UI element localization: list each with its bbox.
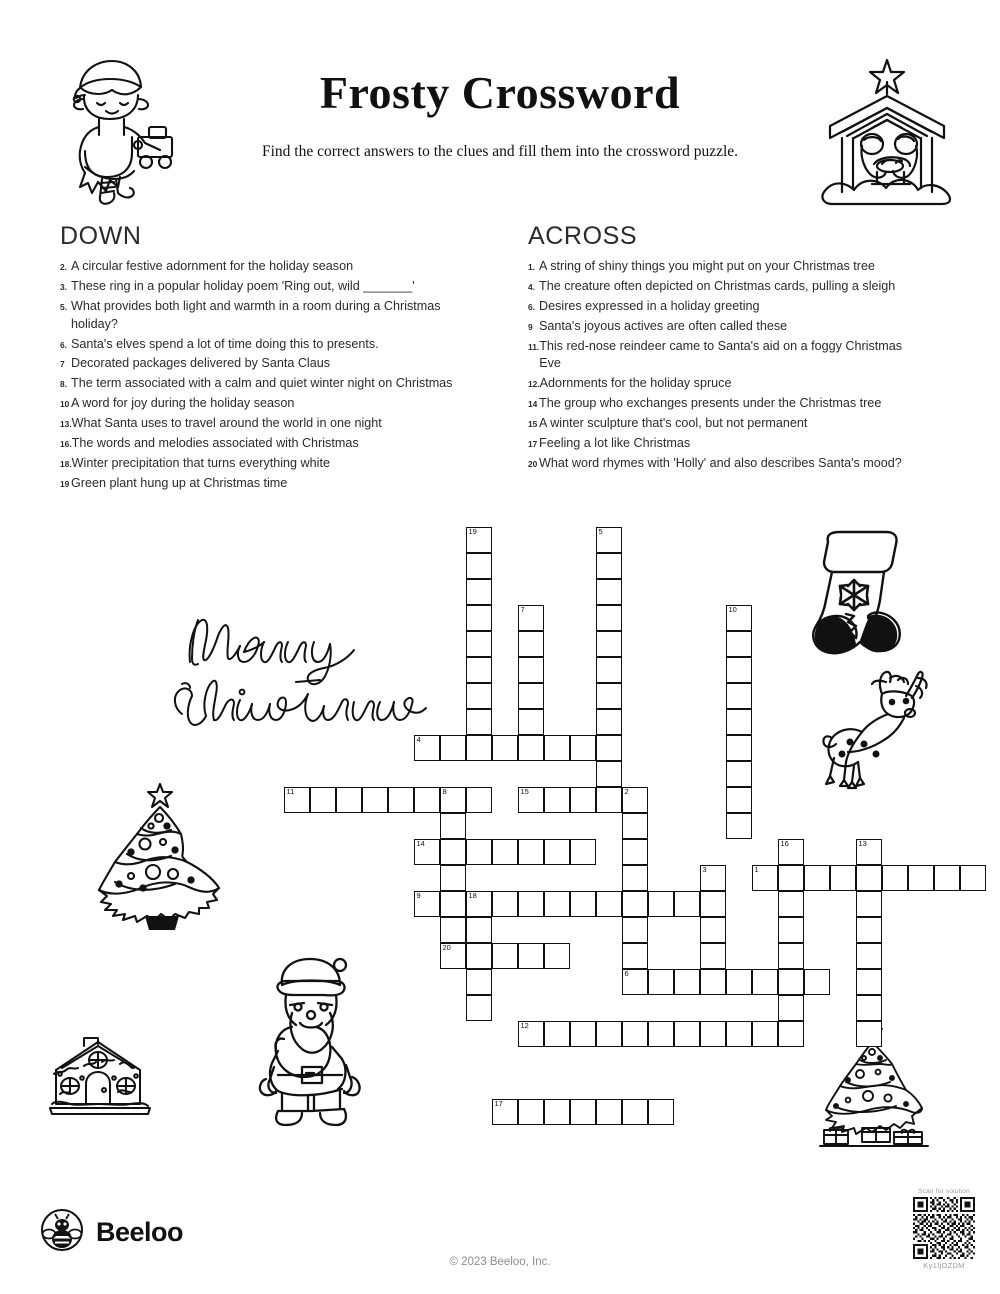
crossword-cell[interactable] xyxy=(622,943,648,969)
crossword-cell[interactable] xyxy=(518,891,544,917)
crossword-cell[interactable] xyxy=(570,787,596,813)
crossword-cell[interactable] xyxy=(466,995,492,1021)
crossword-cell-number: 1 xyxy=(754,865,759,874)
clue-text: Feeling a lot like Christmas xyxy=(539,435,691,450)
crossword-cell[interactable] xyxy=(466,969,492,995)
crossword-cell[interactable] xyxy=(856,1021,882,1047)
page-subtitle: Find the correct answers to the clues and fill them into the crossword puzzle. xyxy=(261,143,739,160)
crossword-cell[interactable] xyxy=(648,1021,674,1047)
crossword-cell[interactable] xyxy=(440,917,466,943)
clue-number: 1. xyxy=(528,262,535,272)
crossword-cell[interactable] xyxy=(492,943,518,969)
crossword-cell[interactable] xyxy=(362,787,388,813)
crossword-cell[interactable] xyxy=(726,735,752,761)
crossword-cell[interactable] xyxy=(700,1021,726,1047)
beeloo-logo xyxy=(40,1208,183,1257)
clue-number: 14 xyxy=(528,399,538,410)
crossword-cell-number: 13 xyxy=(858,839,867,848)
crossword-cell[interactable] xyxy=(466,605,492,631)
crossword-cell[interactable] xyxy=(622,1099,648,1125)
crossword-cell[interactable] xyxy=(726,605,752,631)
crossword-cell[interactable] xyxy=(622,891,648,917)
crossword-cell[interactable] xyxy=(544,839,570,865)
crossword-cell[interactable] xyxy=(726,787,752,813)
crossword-cell[interactable] xyxy=(700,943,726,969)
clue-number: 2. xyxy=(60,262,67,272)
crossword-cell-number: 17 xyxy=(494,1099,503,1108)
clue-text: Green plant hung up at Christmas time xyxy=(71,475,288,490)
crossword-cell[interactable] xyxy=(518,787,544,813)
crossword-cell[interactable] xyxy=(726,657,752,683)
crossword-cell[interactable] xyxy=(622,787,648,813)
clue-number: 7 xyxy=(60,359,65,370)
crossword-cell[interactable] xyxy=(596,683,622,709)
crossword-cell[interactable] xyxy=(440,813,466,839)
crossword-cell[interactable] xyxy=(544,735,570,761)
crossword-cell-number: 12 xyxy=(520,1021,529,1030)
crossword-cell[interactable] xyxy=(856,995,882,1021)
clue-text: Adornments for the holiday spruce xyxy=(539,376,732,391)
crossword-cell[interactable] xyxy=(466,579,492,605)
clue-number: 11. xyxy=(528,341,540,352)
crossword-cell[interactable] xyxy=(518,657,544,683)
crossword-cell[interactable] xyxy=(466,943,492,969)
crossword-cell[interactable] xyxy=(830,865,856,891)
crossword-cell[interactable] xyxy=(674,1021,700,1047)
crossword-cell[interactable] xyxy=(596,891,622,917)
crossword-cell[interactable] xyxy=(466,527,492,553)
clue-text: The words and melodies associated with Christmas xyxy=(71,435,359,450)
clue-text: Santa's joyous actives are often called these xyxy=(539,318,788,333)
crossword-cell[interactable] xyxy=(622,865,648,891)
clue-number: 8. xyxy=(60,379,67,390)
crossword-cell-number: 5 xyxy=(598,527,603,536)
crossword-cell-number: 16 xyxy=(780,839,789,848)
crossword-cell-number: 14 xyxy=(416,839,425,848)
crossword-cell[interactable] xyxy=(726,1021,752,1047)
crossword-cell[interactable] xyxy=(778,995,804,1021)
crossword-cell[interactable] xyxy=(648,969,674,995)
crossword-cell[interactable] xyxy=(596,579,622,605)
crossword-cell[interactable] xyxy=(414,735,440,761)
crossword-cell[interactable] xyxy=(544,1021,570,1047)
copyright-text: © 2023 Beeloo, Inc. xyxy=(449,1256,551,1268)
crossword-cell[interactable] xyxy=(622,813,648,839)
crossword-cell[interactable] xyxy=(752,1021,778,1047)
crossword-cell[interactable] xyxy=(466,683,492,709)
clue-number: 18. xyxy=(60,458,72,469)
crossword-cell-number: 4 xyxy=(416,735,421,744)
crossword-cell[interactable] xyxy=(466,657,492,683)
crossword-cell[interactable] xyxy=(648,1099,674,1125)
crossword-cell[interactable] xyxy=(726,969,752,995)
crossword-cell[interactable] xyxy=(492,891,518,917)
clue-number: 20 xyxy=(528,458,538,469)
clue-text: A string of shiny things you might put on your Christmas tree xyxy=(539,259,875,273)
clue-number: 6. xyxy=(528,301,535,312)
clue-text: Winter precipitation that turns everything white xyxy=(71,455,330,470)
crossword-cell[interactable] xyxy=(648,891,674,917)
crossword-cell[interactable] xyxy=(908,865,934,891)
clue-text: The creature often depicted on Christmas cards, pulling a sleigh xyxy=(539,278,896,293)
crossword-cell-number: 18 xyxy=(468,891,477,900)
clue-number: 13. xyxy=(60,419,72,429)
crossword-cell[interactable] xyxy=(778,917,804,943)
crossword-cell[interactable] xyxy=(622,969,648,995)
crossword-cell[interactable] xyxy=(856,917,882,943)
clue-number: 15 xyxy=(528,419,538,429)
crossword-cell[interactable] xyxy=(726,631,752,657)
qr-caption: Scan for solution xyxy=(918,1188,970,1195)
crossword-cell[interactable] xyxy=(726,709,752,735)
crossword-cell[interactable] xyxy=(466,735,492,761)
crossword-cell[interactable] xyxy=(466,553,492,579)
crossword-cell-number: 20 xyxy=(442,943,451,952)
clue-text: This red-nose reindeer came to Santa's aid on a foggy Christmas Eve xyxy=(539,338,903,371)
clue-text: The group who exchanges presents under the Christmas tree xyxy=(539,396,882,411)
crossword-cell[interactable] xyxy=(518,605,544,631)
crossword-cell[interactable] xyxy=(492,1099,518,1125)
clue-text: These ring in a popular holiday poem 'Ring out, wild _______' xyxy=(71,278,415,293)
crossword-cell[interactable] xyxy=(466,891,492,917)
crossword-cell[interactable] xyxy=(570,1099,596,1125)
crossword-cell[interactable] xyxy=(388,787,414,813)
crossword-cell[interactable] xyxy=(570,735,596,761)
clue-text: A word for joy during the holiday season xyxy=(71,396,295,411)
crossword-cell[interactable] xyxy=(856,865,882,891)
crossword-cell-number: 9 xyxy=(416,891,421,900)
clue-number: 17 xyxy=(528,438,538,449)
crossword-cell[interactable] xyxy=(414,891,440,917)
crossword-cell[interactable] xyxy=(336,787,362,813)
crossword-cell[interactable] xyxy=(466,917,492,943)
crossword-cell[interactable] xyxy=(440,839,466,865)
crossword-cell[interactable] xyxy=(466,709,492,735)
bee-logo-icon xyxy=(40,1208,84,1257)
crossword-cell[interactable] xyxy=(674,969,700,995)
clue-number: 19 xyxy=(60,478,70,489)
crossword-cell[interactable] xyxy=(466,631,492,657)
clue-number: 16. xyxy=(60,438,72,449)
crossword-cell[interactable] xyxy=(544,1099,570,1125)
qr-code-image[interactable] xyxy=(913,1197,975,1259)
crossword-cell-number: 11 xyxy=(286,787,295,796)
crossword-cell[interactable] xyxy=(596,527,622,553)
crossword-cell[interactable] xyxy=(544,787,570,813)
crossword-cell[interactable] xyxy=(518,839,544,865)
crossword-cell[interactable] xyxy=(518,1021,544,1047)
crossword-cell[interactable] xyxy=(778,969,804,995)
crossword-cell[interactable] xyxy=(440,787,466,813)
crossword-cell[interactable] xyxy=(440,865,466,891)
crossword-cell[interactable] xyxy=(778,891,804,917)
crossword-cell[interactable] xyxy=(544,891,570,917)
crossword-cell[interactable] xyxy=(518,683,544,709)
crossword-cell[interactable] xyxy=(804,865,830,891)
crossword-cell-number: 6 xyxy=(624,969,629,978)
clue-text: A circular festive adornment for the holiday season xyxy=(71,259,354,273)
crossword-cell[interactable] xyxy=(960,865,986,891)
crossword-cell-number: 19 xyxy=(468,527,477,536)
crossword-cell-number: 7 xyxy=(520,605,525,614)
crossword-cell[interactable] xyxy=(466,839,492,865)
crossword-cell-number: 2 xyxy=(624,787,629,796)
crossword-cell[interactable] xyxy=(544,943,570,969)
crossword-cell[interactable] xyxy=(414,787,440,813)
crossword-cell[interactable] xyxy=(622,839,648,865)
crossword-cell[interactable] xyxy=(700,969,726,995)
crossword-cell[interactable] xyxy=(934,865,960,891)
crossword-cell[interactable] xyxy=(492,839,518,865)
clue-text: What Santa uses to travel around the world in one night xyxy=(71,416,382,430)
crossword-cell[interactable] xyxy=(778,943,804,969)
crossword-cell[interactable] xyxy=(518,709,544,735)
crossword-cell[interactable] xyxy=(596,787,622,813)
clue-text: A winter sculpture that's cool, but not permanent xyxy=(539,416,808,430)
crossword-cell[interactable] xyxy=(518,943,544,969)
crossword-cell[interactable] xyxy=(596,709,622,735)
crossword-cell[interactable] xyxy=(518,1099,544,1125)
crossword-cell[interactable] xyxy=(440,735,466,761)
across-heading: ACROSS xyxy=(528,222,638,250)
crossword-cell[interactable] xyxy=(856,969,882,995)
clue-number: 9 xyxy=(528,321,533,332)
crossword-cell[interactable] xyxy=(856,839,882,865)
crossword-cell[interactable] xyxy=(596,553,622,579)
crossword-cell[interactable] xyxy=(726,813,752,839)
qr-id-text: Ky1IjOZDM xyxy=(923,1261,965,1270)
crossword-cell[interactable] xyxy=(700,865,726,891)
crossword-cell[interactable] xyxy=(778,1021,804,1047)
crossword-cell[interactable] xyxy=(596,605,622,631)
clue-text: The term associated with a calm and quiet winter night on Christmas xyxy=(71,376,453,391)
crossword-cell[interactable] xyxy=(596,761,622,787)
crossword-cell[interactable] xyxy=(882,865,908,891)
down-heading: DOWN xyxy=(60,222,142,250)
clue-text: Desires expressed in a holiday greeting xyxy=(539,298,760,313)
crossword-cell[interactable] xyxy=(596,1099,622,1125)
crossword-cell[interactable] xyxy=(570,891,596,917)
clue-number: 3. xyxy=(60,281,67,292)
qr-code-block[interactable] xyxy=(906,1188,982,1270)
crossword-cell[interactable] xyxy=(466,787,492,813)
page-title: Frosty Crossword xyxy=(319,67,681,118)
crossword-cell[interactable] xyxy=(492,735,518,761)
crossword-cell[interactable] xyxy=(700,917,726,943)
crossword-cell[interactable] xyxy=(596,1021,622,1047)
crossword-cell[interactable] xyxy=(700,891,726,917)
crossword-cell[interactable] xyxy=(778,839,804,865)
crossword-cell[interactable] xyxy=(622,917,648,943)
crossword-cell[interactable] xyxy=(752,865,778,891)
crossword-cell[interactable] xyxy=(856,943,882,969)
clue-number: 10 xyxy=(60,399,70,410)
crossword-cell[interactable] xyxy=(674,891,700,917)
crossword-cell-number: 8 xyxy=(442,787,447,796)
clue-number: 6. xyxy=(60,339,67,350)
crossword-cell[interactable] xyxy=(726,683,752,709)
clue-number: 5. xyxy=(60,301,67,312)
clue-text: Decorated packages delivered by Santa Claus xyxy=(71,356,331,371)
crossword-cell[interactable] xyxy=(440,943,466,969)
crossword-cell[interactable] xyxy=(284,787,310,813)
crossword-cell[interactable] xyxy=(310,787,336,813)
clue-number: 4. xyxy=(528,281,535,292)
crossword-cell-number: 15 xyxy=(520,787,529,796)
crossword-cell-number: 10 xyxy=(728,605,737,614)
clue-text: What provides both light and warmth in a room during a Christmas holiday? xyxy=(71,298,441,331)
crossword-cell[interactable] xyxy=(570,839,596,865)
beeloo-logo-text: Beeloo xyxy=(96,1217,184,1247)
crossword-cell[interactable] xyxy=(596,735,622,761)
crossword-cell[interactable] xyxy=(440,891,466,917)
crossword-cell[interactable] xyxy=(570,1021,596,1047)
clue-text: What word rhymes with 'Holly' and also describes Santa's mood? xyxy=(539,455,902,470)
crossword-cell[interactable] xyxy=(752,969,778,995)
clue-number: 12. xyxy=(528,379,540,390)
crossword-cell[interactable] xyxy=(778,865,804,891)
crossword-cell[interactable] xyxy=(804,969,830,995)
crossword-cell[interactable] xyxy=(518,631,544,657)
crossword-cell[interactable] xyxy=(856,891,882,917)
crossword-cell[interactable] xyxy=(726,761,752,787)
crossword-cell-number: 3 xyxy=(702,865,707,874)
crossword-cell[interactable] xyxy=(596,631,622,657)
crossword-cell[interactable] xyxy=(622,1021,648,1047)
crossword-cell[interactable] xyxy=(414,839,440,865)
crossword-cell[interactable] xyxy=(596,657,622,683)
clue-text: Santa's elves spend a lot of time doing this to presents. xyxy=(71,336,379,351)
crossword-cell[interactable] xyxy=(518,735,544,761)
